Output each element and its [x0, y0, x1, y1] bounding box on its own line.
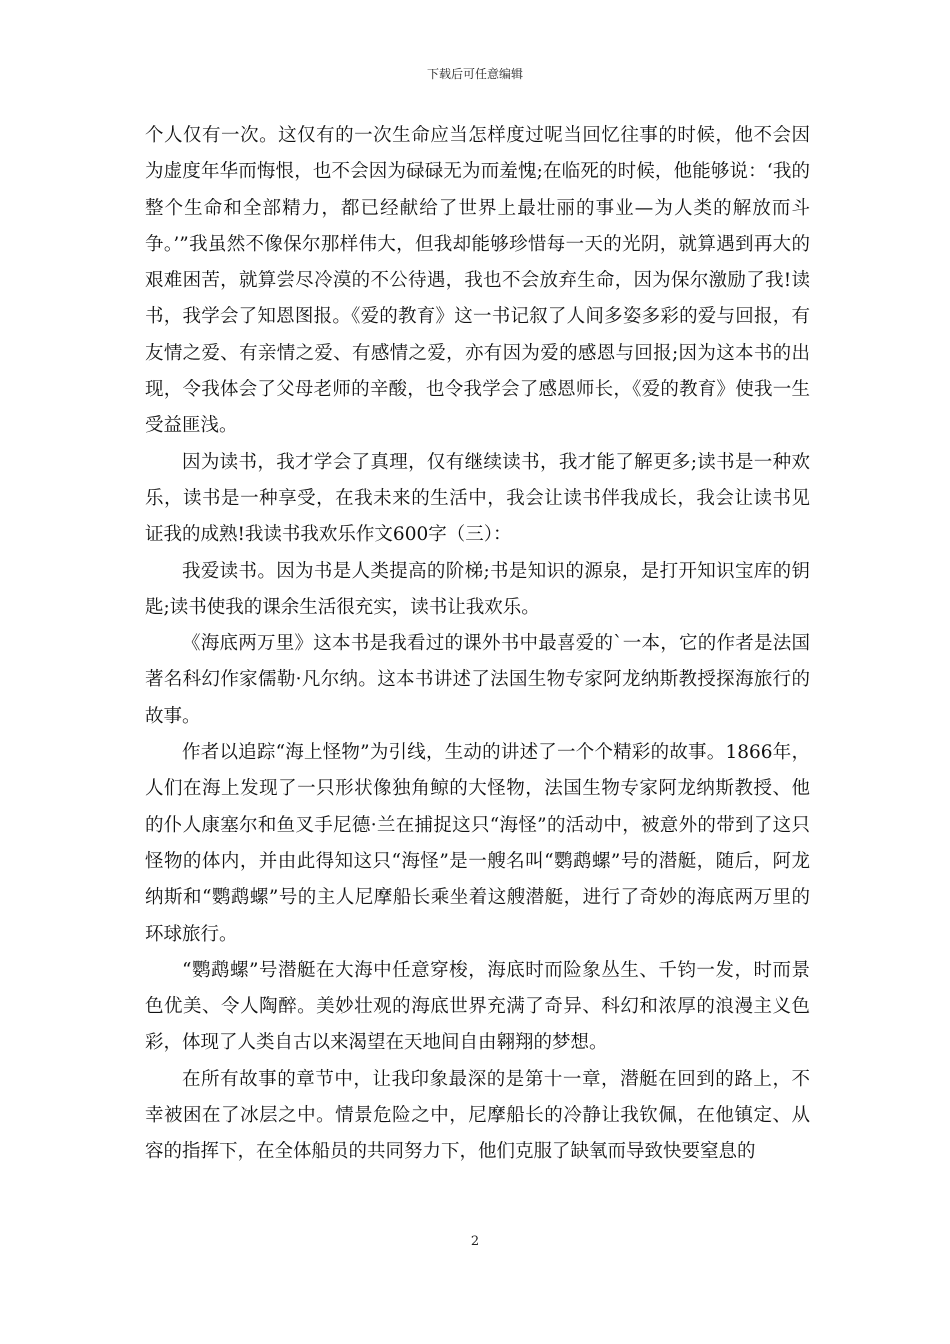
- paragraph-2: 因为读书，我才学会了真理，仅有继续读书，我才能了解更多;读书是一种欢乐，读书是一种享受，在我未来的生活中，我会让读书伴我成长，我会让读书见证我的成熟!我读书我欢乐作文600字（三）：: [145, 451, 810, 546]
- page-header: 下载后可任意编辑: [426, 67, 523, 81]
- paragraph-7: 在所有故事的章节中，让我印象最深的是第十一章，潜艇在回到的路上，不幸被困在了冰层之中。情景危险之中，尼摩船长的冷静让我钦佩，在他镇定、从容的指挥下，在全体船员的共同努力下，他们克服了缺氧而导致快要窒息的: [145, 1068, 810, 1163]
- paragraph-3: 我爱读书。因为书是人类提高的阶梯;书是知识的源泉，是打开知识宝库的钥匙;读书使我的课余生活很充实，读书让我欢乐。: [145, 560, 810, 618]
- paragraph-4: 《海底两万里》这本书是我看过的课外书中最喜爱的`一本，它的作者是法国著名科幻作家儒勒·凡尔纳。这本书讲述了法国生物专家阿龙纳斯教授探海旅行的故事。: [145, 633, 810, 727]
- paragraph-6: “鹦鹉螺”号潜艇在大海中任意穿梭，海底时而险象丛生、千钧一发，时而景色优美、令人陶醉。美妙壮观的海底世界充满了奇异、科幻和浓厚的浪漫主义色彩，体现了人类自古以来渴望在天地间自由翱翔的梦想。: [145, 959, 810, 1054]
- page-number: 2: [470, 1234, 480, 1249]
- document-body: [145, 118, 810, 1171]
- paragraph-1: 个人仅有一次。这仅有的一次生命应当怎样度过呢当回忆往事的时候，他不会因为虚度年华而悔恨，也不会因为碌碌无为而羞愧;在临死的时候，他能够说：‘我的整个生命和全部精力，都已经献给了世界上最壮丽的事业—为人类的解放而斗争。’”我虽然不像保尔那样伟大，但我却能够珍惜每一天的光阴，就算遇到再大的艰难困苦，就算尝尽冷漠的不公待遇，我也不会放弃生命，因为保尔激励了我!读书，我学会了知恩图报。《爱的教育》这一书记叙了人间多姿多彩的爱与回报，有友情之爱、有亲情之爱、有感情之爱，亦有因为爱的感恩与回报;因为这本书的出现，令我体会了父母老师的辛酸，也令我学会了感恩师长，《爱的教育》使我一生受益匪浅。: [145, 125, 811, 437]
- paragraph-5: 作者以追踪“海上怪物”为引线，生动的讲述了一个个精彩的故事。1866年，人们在海上发现了一只形状像独角鲸的大怪物，法国生物专家阿龙纳斯教授、他的仆人康塞尔和鱼叉手尼德·兰在捕捉这只“海怪”的活动中，被意外的带到了这只怪物的体内，并由此得知这只“海怪”是一艘名叫“鹦鹉螺”号的潜艇，随后，阿龙纳斯和“鹦鹉螺”号的主人尼摩船长乘坐着这艘潜艇，进行了奇妙的海底两万里的环球旅行。: [145, 742, 810, 945]
